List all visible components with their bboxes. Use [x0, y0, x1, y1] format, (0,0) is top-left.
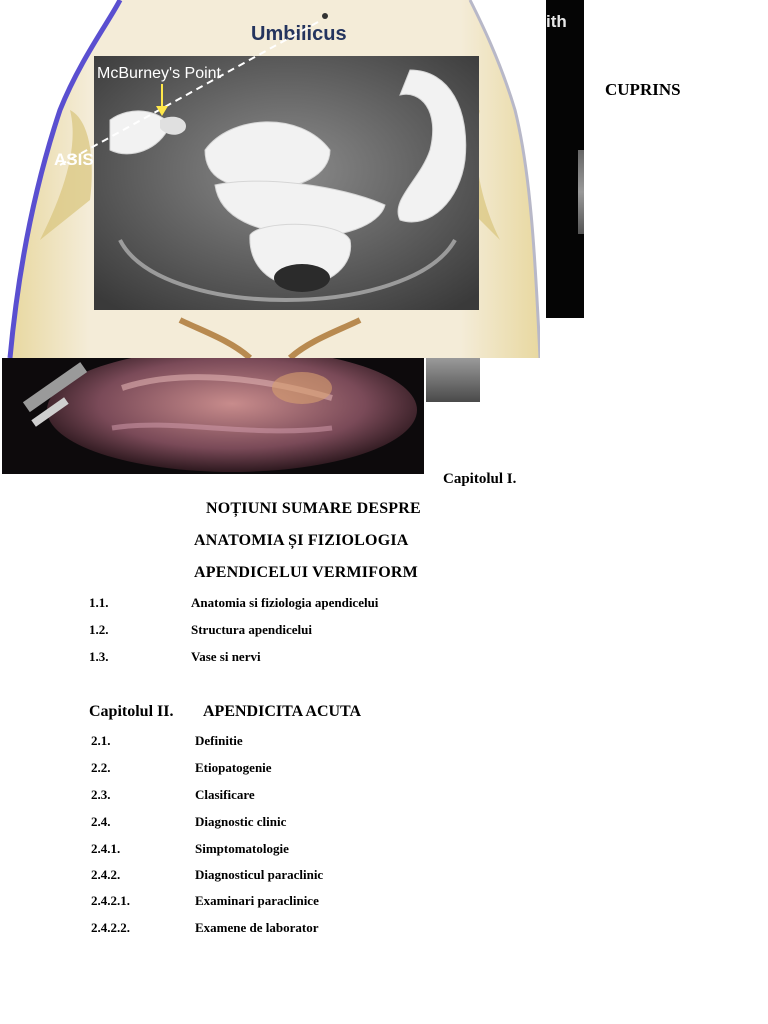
laparoscopy-side-panel — [426, 358, 480, 402]
chapter1-title-line-3: APENDICELUI VERMIFORM — [194, 564, 418, 581]
toc-item-label: Etiopatogenie — [195, 760, 272, 775]
toc-item-number: 1.3. — [89, 649, 109, 664]
chapter1-label: Capitolul I. — [443, 471, 517, 487]
toc-item-label: Examene de laborator — [195, 920, 319, 935]
mcburney-label: McBurney's Point — [97, 65, 221, 82]
toc-item-label: Structura apendicelui — [191, 622, 312, 637]
toc-item-number: 2.4.2. — [91, 867, 121, 882]
toc-item-number: 2.2. — [91, 760, 111, 775]
toc-item-label: Diagnostic clinic — [195, 814, 287, 829]
toc-item-label: Diagnosticul paraclinic — [195, 867, 324, 882]
organ-highlight — [272, 372, 332, 404]
laparoscopy-photo — [2, 358, 424, 474]
toc-item-number: 2.4. — [91, 814, 111, 829]
asis-label: ASIS — [54, 150, 94, 169]
toc-item-number: 2.3. — [91, 787, 111, 802]
chapter2-label: Capitolul II. — [89, 703, 174, 720]
cropped-image-text: ith — [546, 12, 567, 31]
chapter1-title-line-2: ANATOMIA ȘI FIZIOLOGIA — [194, 532, 409, 549]
umbilicus-marker — [322, 13, 328, 19]
toc-item-label: Simptomatologie — [195, 841, 289, 856]
toc-item-number: 1.2. — [89, 622, 109, 637]
cropped-image-sliver — [578, 150, 584, 234]
toc-item-label: Definitie — [195, 733, 243, 748]
toc-item-number: 2.4.2.2. — [91, 920, 130, 935]
toc-item-label: Clasificare — [195, 787, 255, 802]
toc-item-number: 2.1. — [91, 733, 111, 748]
toc-item-number: 1.1. — [89, 595, 109, 610]
anatomy-xray-illustration — [0, 0, 540, 358]
page-heading: CUPRINS — [605, 80, 681, 99]
umbilicus-label: Umbilicus — [251, 23, 347, 45]
toc-item-number: 2.4.1. — [91, 841, 121, 856]
toc-item-number: 2.4.2.1. — [91, 893, 130, 908]
toc-item-label: Anatomia si fiziologia apendicelui — [191, 595, 379, 610]
rectal-shadow — [274, 264, 330, 292]
toc-item-label: Examinari paraclinice — [195, 893, 319, 908]
chapter1-title-line-1: NOȚIUNI SUMARE DESPRE — [206, 500, 421, 517]
chapter2-title: APENDICITA ACUTA — [203, 703, 362, 720]
toc-item-label: Vase si nervi — [191, 649, 261, 664]
cropped-image-strip — [546, 0, 584, 318]
